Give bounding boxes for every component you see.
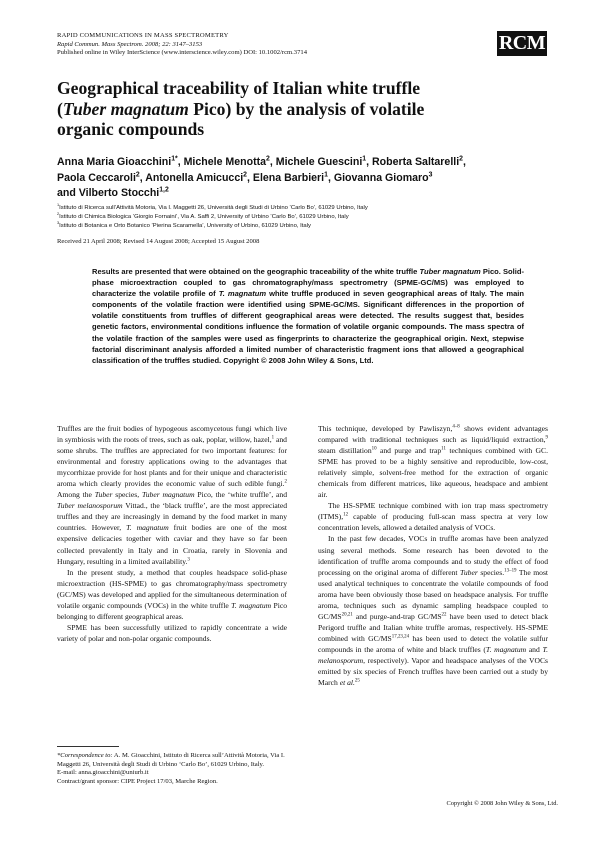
citation-ref: 11	[441, 446, 446, 452]
author-affil: 1,2	[159, 186, 169, 194]
published-line: Published online in Wiley InterScience (www.interscience.wiley.com) DOI: 10.1002/rcm.3714	[57, 49, 307, 57]
author-name: Anna Maria Gioacchini	[57, 156, 172, 168]
author-name: Elena Barbieri	[252, 171, 325, 184]
affiliation: $^2$Istituto di Chimica Biologica ‘Giorgio Fornaini’, Via A. Saffi 2, University of Urbino ‘Carlo Bo’, 61029 Urbino, Italy	[57, 212, 349, 221]
body-column-right	[318, 423, 548, 688]
citation-ref: 10	[371, 446, 377, 452]
author-list: Anna Maria Gioacchini$^{1*}$, Michele Menotta$^2$, Michele Guescini$^1$, Roberta Saltarelli$^2$, Paola Ceccaroli$^2$, Antonella Amicucci$^2$, Elena Barbieri$^1$, Giovanna Giomaro$^3$ and Vilberto Stocchi$^{1,2}$	[57, 155, 466, 200]
author-name: Paola Ceccaroli	[57, 171, 136, 184]
title-line-2: (Tuber magnatum Pico) by the analysis of volatile	[57, 98, 425, 119]
author-affil: 1*	[171, 155, 178, 163]
author-name: Antonella Amicucci	[145, 171, 244, 184]
paragraph: In the present study, a method that couples headspace solid-phase microextraction (HS-SPME) to gas chromatography/mass spectrometry (GC/MS) was developed and applied for the simultaneous determination of volatile organic compounds (VOCs) in the white truffle T. magnatum Pico belonging to different geographical areas.	[57, 567, 288, 621]
author-name: Michele Guescini	[275, 156, 363, 168]
citation-line	[57, 41, 477, 50]
author-affil: 2	[135, 171, 140, 179]
abstract: Results are presented that were obtained on the geographic traceability of the white truffle Tuber magnatum Pico. Solid-phase microextraction coupled to gas chromatography/mass spectrometry (SPME-GC/MS) was employed to characterize the volatile profile of T. magnatum white truffle produced in seven geographical areas of Italy. The main components of the volatile fraction were identified using SPME-GC/MS. Significant differences in the proportion of volatile constituents from truffles of different geographical areas were detected. The results suggest that, besides genetic factors, environmental conditions influence the formation of volatile organic compounds. The mass spectra of the volatile fraction of the samples were used as fingerprints to characterize the geographical origin. Next, stepwise factorial discriminant analysis afforded a limited number of characteristic fragment ions that allowed a geographical classification of the truffles studied. Copyright © 2008 John Wiley & Sons, Ltd.	[92, 267, 524, 365]
title-line-3: organic compounds	[57, 119, 205, 139]
author-name: Roberta Saltarelli	[372, 156, 460, 168]
citation-ref: 13–19	[504, 568, 517, 574]
author-name: Vilberto Stocchi	[78, 187, 160, 200]
paragraph: Truffles are the fruit bodies of hypogeous ascomycetous fungi which live in symbiosis with the roots of trees, such as oak, poplar, willow, hazel,$^1$ and some shrubs. The truffles are appreciated for two important features: for environmental and forestry applications owing to the advantages that mycorrhizae provide for host plants and for their unique and characteristic aroma which clearly provides the economic value of such edible fungi.$^2$ Among the Tuber species, Tuber magnatum Pico, the ‘white truffle’, and Tuber melanosporum Vittad., the ‘black truffle’, are the most appreciated truffles and they are increasingly in demand by the food market in many countries. However, T. magnatum fruit bodies are one of the most expensive delicacies together with caviar and they have so far been collected prevalently in Italy and in Croatia, rarely in Slovenia and Hungary, resulting in a limited availability.$^3$	[57, 424, 288, 566]
paragraph: This technique, developed by Pawliszyn,$^{4-8}$ shows evident advantages compared with traditional techniques such as liquid/liquid extraction,$^9$ steam distillation$^{10}$ and purge and trap$^{11}$ techniques combined with GC. SPME has proved to be a highly sensitive and reproducible, low-cost, relatively simple, solvent-free method for the extraction of organic chemicals from different matrices, like aqueous, headspace and ambient air.	[318, 424, 548, 500]
author-affil: 2	[266, 155, 270, 163]
citation-ref: 9	[545, 435, 548, 441]
affiliation: $^3$Istituto di Botanica e Orto Botanico ‘Pierina Scaramella’, University of Urbino, 61029 Urbino, Italy	[57, 221, 311, 230]
citation-ref: 4–8	[452, 424, 460, 430]
journal-name: RAPID COMMUNICATIONS IN MASS SPECTROMETRY	[57, 32, 229, 39]
citation-ref: 17,23,24	[391, 634, 410, 640]
citation-ref: 25	[354, 678, 360, 684]
author-affil: 1	[362, 155, 367, 163]
article-title	[57, 78, 547, 140]
title-line-1: Geographical traceability of Italian white truffle	[57, 78, 421, 98]
footnote-divider	[57, 746, 119, 747]
author-affil: 1	[324, 171, 328, 179]
correspondence-footnote: *Correspondence to: A. M. Gioacchini, Istituto di Ricerca sull’Attività Motoria, Via I. Maggetti 26, Università degli Studi di Urbino ‘Carlo Bo’, 61029 Urbino, Italy. E-mail: anna.gioacchini@uniurb.it Contract/grant sponsor: CIPE Project 17/03, Marche Region.	[57, 752, 289, 786]
citation-ref: 3	[187, 557, 190, 563]
received-dates: Received 21 April 2008; Revised 14 August 2008; Accepted 15 August 2008	[57, 238, 260, 245]
body-column-left	[57, 423, 287, 644]
grant-line: Contract/grant sponsor: CIPE Project 17/03, Marche Region.	[57, 777, 218, 785]
copyright-footer: Copyright © 2008 John Wiley & Sons, Ltd.	[446, 800, 558, 807]
email-line: E-mail: anna.gioacchini@uniurb.it	[57, 769, 149, 777]
correspondence-label: *Correspondence to:	[57, 752, 113, 759]
paragraph: The HS-SPME technique combined with ion trap mass spectrometry (ITMS),$^{12}$ capable of producing full-scan mass spectra at very low concentration levels, allowed a detailed analysis of VOCs.	[318, 501, 548, 533]
author-affil: 2	[243, 171, 247, 179]
paragraph: In the past few decades, VOCs in truffle aromas have been analyzed using several methods. Some research has been devoted to the identification of truffle aroma compounds and to study the effect of food processing on the original aroma of different Tuber species.$^{13-19}$ The most used analytical techniques to concentrate the volatile compounds of food aroma have been obviously those based on headspace analysis. For truffle aroma, techniques such as dynamic sampling headspace coupled to GC/MS$^{20,21}$ and purge-and-trap GC/MS$^{22}$ have been used to detect black Perigord truffle and Italian white truffle aromas, respectively. HS-SPME combined with GC/MS$^{17,23,24}$ has been used to detect the volatile sulfur compounds in the aroma of white and black truffles (T. magnatum and T. melanosporum, respectively). Vapor and headspace analyses of the VOCs emitted by six species of French truffles have been carried out a study by March et al.$^{25}$	[318, 534, 549, 688]
rcm-logo: RCM	[498, 32, 546, 54]
affiliation: $^1$Istituto di Ricerca sull’Attività Motoria, Via I. Maggetti 26, Università degli Studi di Urbino ‘Carlo Bo’, 61029 Urbino, Italy	[57, 203, 368, 211]
citation: Rapid Commun. Mass Spectrom. 2008; 22: 3147–3153	[57, 40, 203, 48]
citation-ref: 2	[284, 479, 287, 485]
title-line-2-rest: Pico) by the analysis of volatile	[188, 98, 425, 119]
citation-ref: 20,21	[341, 612, 353, 618]
author-affil: 2	[459, 155, 463, 163]
author-name: Giovanna Giomaro	[333, 171, 429, 184]
citation-ref: 22	[441, 612, 447, 618]
author-affil: 3	[428, 171, 433, 179]
citation-ref: 12	[343, 512, 349, 518]
citation-ref: 1	[271, 435, 275, 441]
paragraph: SPME has been successfully utilized to rapidly concentrate a wide variety of polar and non-polar organic compounds.	[57, 622, 287, 643]
affiliations	[57, 204, 547, 232]
author-name: Michele Menotta	[183, 156, 267, 168]
journal-header	[57, 32, 477, 58]
title-species: Tuber magnatum	[62, 98, 189, 119]
